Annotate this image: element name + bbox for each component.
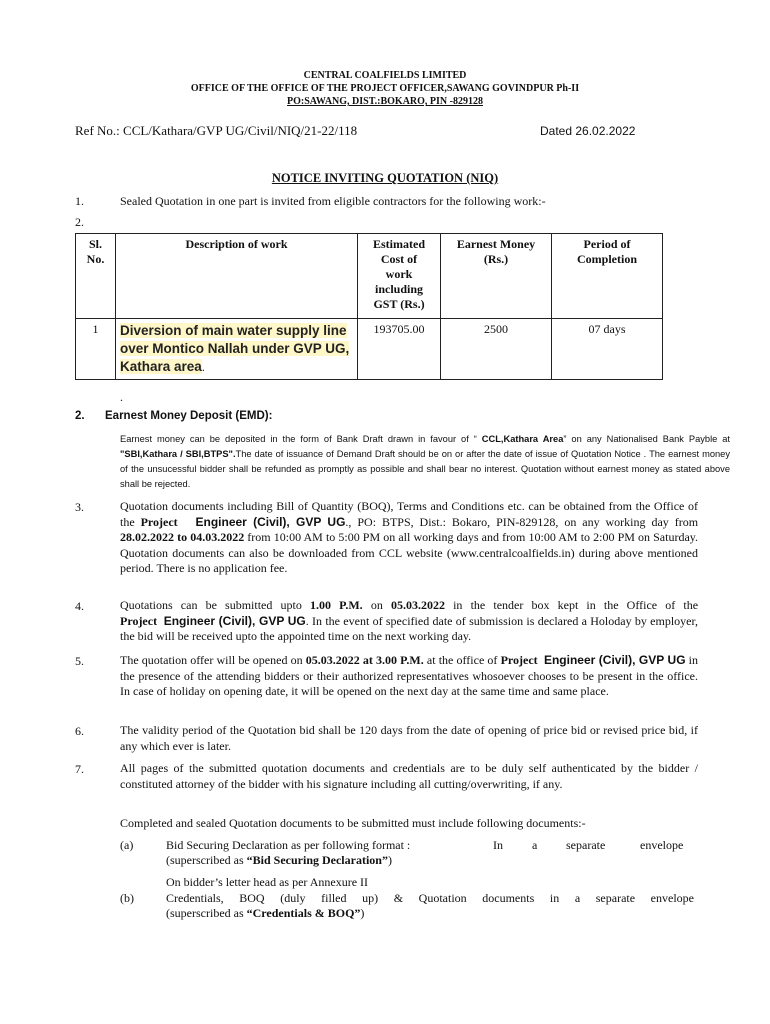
item-3-part: from 10:00 AM to 5:00 PM on all working days and from 10:00 AM to 2:00 PM on Saturday. Quotation documents can also be downloaded from CCL website (www.centralcoalfields.in) during above mentioned period. There is no application fee. — [120, 530, 698, 575]
table-row — [76, 319, 663, 380]
emd-bank: "SBI,Kathara / SBI,BTPS". — [120, 449, 236, 459]
header-text: Estimated — [373, 237, 425, 251]
office-name: OFFICE OF THE OFFICE OF THE PROJECT OFFICER,SAWANG GOVINDPUR Ph-II — [190, 83, 580, 94]
row-estimated-cost: 193705.00 — [358, 319, 441, 380]
emd-body — [120, 432, 730, 492]
item-5-text — [120, 653, 698, 700]
item-1-number: 1. — [75, 194, 84, 208]
emd-text: Earnest money can be deposited in the form of Bank Draft drawn in favour of “ — [120, 434, 482, 444]
sub-item-a-line1: Bid Securing Declaration as per following format : — [166, 838, 411, 852]
sub-item-b-part: ) — [360, 906, 365, 920]
sub-item-a-part: (superscribed as — [166, 853, 247, 867]
sub-item-b-label: (b) — [120, 891, 134, 905]
header-description — [116, 234, 358, 319]
header-text: including — [374, 282, 424, 296]
sub-item-a-bold: “Bid Securing Declaration” — [246, 853, 388, 867]
sub-item-b-line1: Credentials, BOQ (duly filled up) & Quotation documents in a separate envelope — [166, 891, 694, 905]
item-5-part: The quotation offer will be opened on — [120, 653, 306, 667]
table-header-row — [76, 234, 663, 319]
header-text: Cost of — [380, 252, 418, 266]
header-text: Period of — [583, 237, 631, 251]
item-3-bold: 28.02.2022 to 04.03.2022 — [120, 530, 245, 544]
emd-heading — [75, 410, 272, 422]
header-text: GST (Rs.) — [373, 297, 425, 311]
header-text: Sl. — [88, 237, 102, 251]
reference-number: Ref No.: CCL/Kathara/GVP UG/Civil/NIQ/21-22/118 — [75, 123, 358, 138]
sub-item-a-part: ) — [387, 853, 392, 867]
work-table — [75, 233, 663, 380]
item-4-number: 4. — [75, 599, 84, 613]
item-3-bold: Engineer (Civil), GVP UG — [195, 514, 346, 529]
item-7-number: 7. — [75, 762, 84, 776]
notice-title: NOTICE INVITING QUOTATION (NIQ) — [271, 171, 499, 185]
sub-item-a-word: In — [493, 838, 503, 852]
item-4-bold: 1.00 P.M. — [309, 598, 363, 612]
emd-payee: CCL,Kathara Area — [481, 434, 564, 444]
emd-text: ” on any Nationalised Bank Payble at — [563, 434, 731, 444]
item-4-bold: Engineer (Civil), GVP UG — [163, 613, 306, 628]
row-earnest-money: 2500 — [441, 319, 552, 380]
header-text: work — [385, 267, 413, 281]
header-earnest-money — [441, 234, 552, 319]
item-6-text: The validity period of the Quotation bid shall be 120 days from the date of opening of price bid or revised price bid, if any which ever is later. — [120, 723, 698, 753]
header-text: Earnest Money — [456, 237, 536, 251]
sub-item-a-line2 — [166, 853, 392, 868]
header-text: Completion — [577, 252, 637, 266]
sub-item-a-label: (a) — [120, 838, 134, 852]
work-description-text: Diversion of main water supply line over Montico Nallah under GVP UG, Kathara area — [120, 323, 350, 374]
header-text: No. — [86, 252, 105, 266]
org-name: CENTRAL COALFIELDS LIMITED — [303, 70, 467, 81]
item-1-text: Sealed Quotation in one part is invited from eligible contractors for the following work:- — [120, 194, 546, 208]
sub-item-a-word: a — [532, 838, 538, 852]
header-estimated-cost — [358, 234, 441, 319]
stray-dot: . — [120, 390, 123, 404]
sub-item-a-line3: On bidder’s letter head as per Annexure II — [166, 875, 369, 889]
item-4-part: in the tender box kept in the Office of the — [444, 598, 699, 612]
item-6-number: 6. — [75, 724, 84, 738]
item-3-number: 3. — [75, 500, 84, 514]
sub-item-b-line2 — [166, 906, 364, 921]
work-description-end: . — [201, 360, 205, 374]
item-2-number: 2. — [75, 215, 84, 229]
sub-item-b-part: (superscribed as — [166, 906, 247, 920]
item-3-part: Quotation documents including Bill of Quantity (BOQ), Terms and Conditions etc. can be obtained from the Office of the — [120, 499, 698, 529]
completed-docs-text: Completed and sealed Quotation documents to be submitted must include following documents:- — [120, 816, 586, 830]
item-5-bold: Engineer (Civil), GVP UG — [543, 653, 686, 667]
item-3-bold: Project — [140, 514, 178, 529]
emd-title-text: Earnest Money Deposit (EMD): — [105, 410, 273, 422]
row-period: 07 days — [552, 319, 663, 380]
item-5-part: in the presence of the attending bidders or their authorized representatives whosoever chooses to be present in the office. In case of holiday on opening date, it will be opened on the next day at the same time and same place. — [120, 653, 699, 698]
sub-item-a-word: envelope — [640, 838, 684, 852]
header-sl-no — [76, 234, 116, 319]
item-5-part: at the office of — [423, 653, 501, 667]
emd-number: 2. — [75, 410, 85, 422]
item-4-bold: Project — [120, 613, 158, 628]
office-address-wrap — [0, 95, 770, 108]
item-4-part: Quotations can be submitted upto — [120, 598, 310, 612]
item-4-part: . In the event of specified date of submission is declared a Holoday by employer, the bid will be received upto the appointed time on the next working day. — [120, 613, 699, 643]
document-date: Dated 26.02.2022 — [540, 124, 636, 138]
item-5-bold: 05.03.2022 at 3.00 P.M. — [305, 653, 424, 667]
item-5-bold: Project — [500, 653, 538, 667]
header-text: (Rs.) — [483, 252, 509, 266]
item-7-text: All pages of the submitted quotation documents and credentials are to be duly self authenticated by the bidder / constituted attorney of the bidder with his signature including all cutting/overwriting, if any. — [120, 761, 698, 791]
item-4-bold: 05.03.2022 — [390, 598, 445, 612]
emd-text: The date of issuance of Demand Draft should be on or after the date of issue of Quotation Notice . The earnest money of the unsucessful bidder shall be refunded as promptly as possible and shall bear no interest. Quotation without earnest money as stated above shall be rejected. — [120, 449, 730, 489]
item-4-part: on — [362, 598, 391, 612]
row-sl-no: 1 — [76, 319, 116, 380]
header-period — [552, 234, 663, 319]
office-address: PO:SAWANG, DIST.:BOKARO, PIN -829128 — [287, 96, 483, 107]
sub-item-a-word: separate — [566, 838, 606, 852]
item-5-number: 5. — [75, 654, 84, 668]
header-text: Description of work — [185, 237, 288, 251]
item-3-part: ., PO: BTPS, Dist.: Bokaro, PIN-829128, on any working day from — [345, 514, 699, 529]
item-3-text — [120, 499, 698, 577]
sub-item-b-bold: “Credentials & BOQ” — [246, 906, 361, 920]
item-4-text — [120, 598, 698, 645]
row-description — [116, 319, 358, 380]
